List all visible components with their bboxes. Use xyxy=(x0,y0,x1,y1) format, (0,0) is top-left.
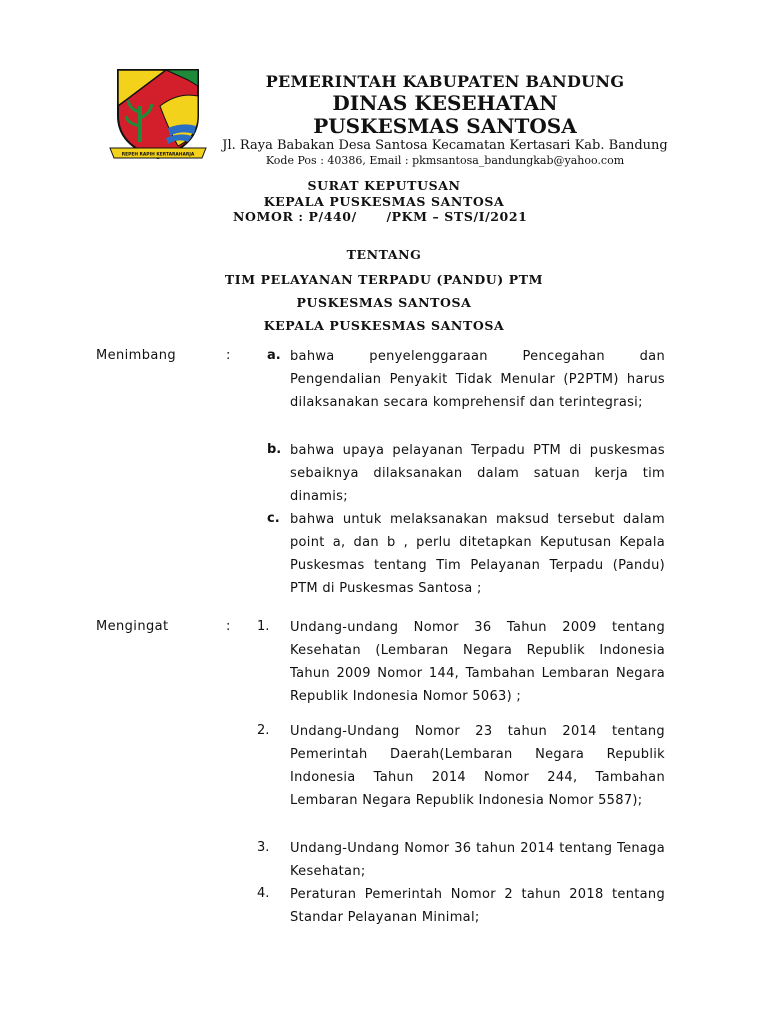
mengingat-text-4: Peraturan Pemerintah Nomor 2 tahun 2018 tentang Standar Pelayanan Minimal; xyxy=(290,887,665,925)
menimbang-mark-c: c. xyxy=(267,511,280,526)
menimbang-text-a: bahwa penyelenggaraan Pencegahan dan Pengendalian Penyakit Tidak Menular (P2PTM) harus dilaksanakan secara komprehensif dan terintegrasi; xyxy=(290,349,665,410)
menimbang-colon: : xyxy=(226,348,231,363)
mengingat-colon: : xyxy=(226,619,231,634)
menimbang-mark-b: b. xyxy=(267,442,282,457)
mengingat-mark-3: 3. xyxy=(257,840,270,855)
mengingat-mark-2: 2. xyxy=(257,723,270,738)
letterhead xyxy=(205,72,685,168)
mengingat-text-2: Undang-Undang Nomor 23 tahun 2014 tentang Pemerintah Daerah(Lembaran Negara Republik Indonesia Tahun 2014 Nomor 244, Tambahan Lembaran Negara Republik Indonesia Nomor 5587); xyxy=(290,724,665,808)
mengingat-label: Mengingat xyxy=(96,619,169,634)
menimbang-text-c: bahwa untuk melaksanakan maksud tersebut dalam point a, dan b , perlu ditetapkan Keputusan Kepala Puskesmas tentang Tim Pelayanan Terpadu (Pandu) PTM di Puskesmas Santosa ; xyxy=(290,512,665,596)
menimbang-label: Menimbang xyxy=(96,348,177,363)
agency-name: DINAS KESEHATAN xyxy=(332,91,558,115)
logo-motto: REPEH RAPIH KERTARAHARJA xyxy=(121,152,195,158)
institution-name: PUSKESMAS SANTOSA xyxy=(313,114,577,138)
decree-about: TENTANG xyxy=(346,247,422,262)
decree-issuer: KEPALA PUSKESMAS SANTOSA xyxy=(263,194,505,209)
decree-subject-2: PUSKESMAS SANTOSA xyxy=(296,295,472,310)
mengingat-mark-1: 1. xyxy=(257,619,270,634)
kabupaten-bandung-logo xyxy=(108,66,208,168)
mengingat-text-3: Undang-Undang Nomor 36 tahun 2014 tentang Tenaga Kesehatan; xyxy=(290,841,665,879)
mengingat-text-1: Undang-undang Nomor 36 Tahun 2009 tentang Kesehatan (Lembaran Negara Republik Indonesia Tahun 2009 Nomor 144, Tambahan Lembaran Negara Republik Indonesia Nomor 5063) ; xyxy=(290,620,665,704)
decree-signer: KEPALA PUSKESMAS SANTOSA xyxy=(263,318,505,333)
decree-number: NOMOR : P/440/ /PKM – STS/I/2021 xyxy=(233,209,528,224)
decree-subject-1: TIM PELAYANAN TERPADU (PANDU) PTM xyxy=(224,272,544,287)
menimbang-text-b: bahwa upaya pelayanan Terpadu PTM di puskesmas sebaiknya dilaksanakan dalam satuan kerja tim dinamis; xyxy=(290,443,665,504)
decree-type: SURAT KEPUTUSAN xyxy=(307,178,461,193)
address-line: Jl. Raya Babakan Desa Santosa Kecamatan Kertasari Kab. Bandung xyxy=(222,138,668,153)
mengingat-mark-4: 4. xyxy=(257,886,270,901)
contact-line: Kode Pos : 40386, Email : pkmsantosa_bandungkab@yahoo.com xyxy=(265,154,625,167)
menimbang-mark-a: a. xyxy=(267,348,281,363)
government-name: PEMERINTAH KABUPATEN BANDUNG xyxy=(265,72,625,91)
